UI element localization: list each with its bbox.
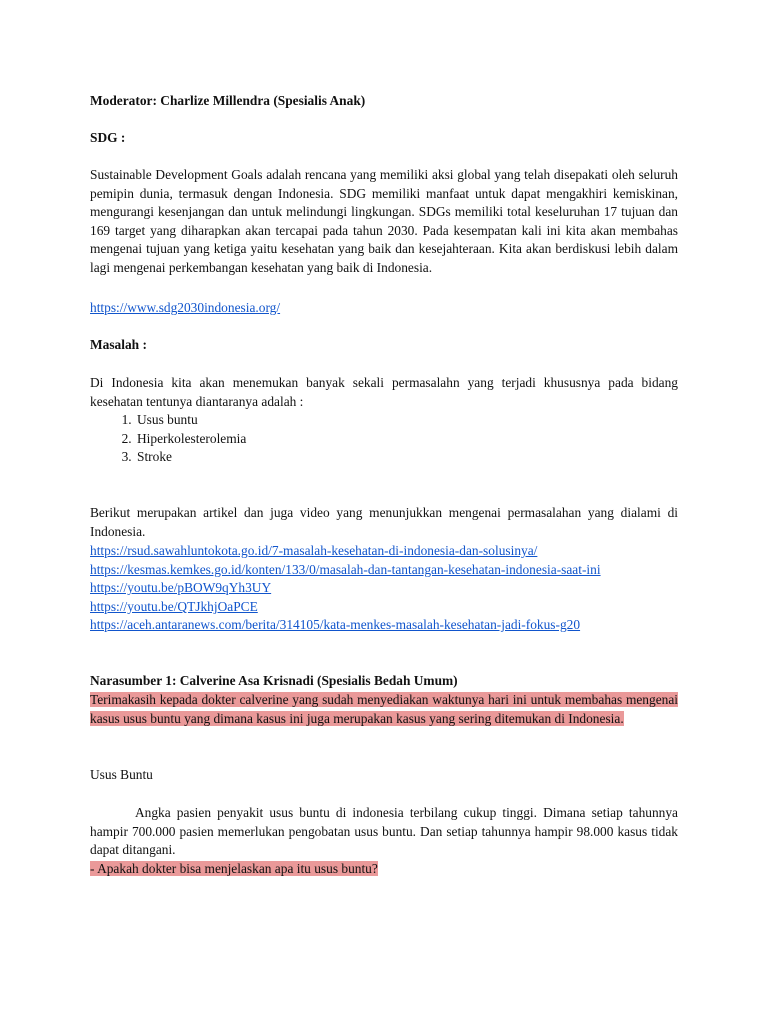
masalah-list: [90, 411, 246, 467]
articles-intro: Berikut merupakan artikel dan juga video yang menunjukkan mengenai permasalahan yang dialami di Indonesia.: [90, 505, 678, 539]
article-link-3[interactable]: https://aceh.antaranews.com/berita/314105/kata-menkes-masalah-kesehatan-jadi-fokus-g20: [90, 617, 581, 633]
masalah-heading: Masalah :: [90, 337, 147, 352]
narasumber-heading: Narasumber 1: Calverine Asa Krisnadi (Spesialis Bedah Umum): [90, 673, 458, 688]
highlighted-text: Terimakasih kepada dokter calverine yang sudah menyediakan waktunya hari ini untuk membahas mengenai kasus usus buntu yang dimana kasus ini juga merupakan kasus yang sering ditemukan di Indonesia.: [90, 692, 678, 726]
topic-heading: Usus Buntu: [90, 767, 153, 782]
list-item: 2. Hiperkolesterolemia: [135, 430, 246, 449]
sdg-link[interactable]: https://www.sdg2030indonesia.org/: [90, 300, 281, 315]
sdg-heading: SDG :: [90, 130, 126, 145]
narasumber-thanks: [90, 691, 678, 728]
video-link-2[interactable]: https://youtu.be/QTJkhjOaPCE: [90, 598, 258, 614]
highlighted-question: - Apakah dokter bisa menjelaskan apa itu usus buntu?: [90, 861, 378, 876]
question-line: [90, 860, 678, 879]
masalah-intro: Di Indonesia kita akan menemukan banyak sekali permasalahn yang terjadi khususnya pada bidang kesehatan tentunya diantaranya adalah :: [90, 375, 678, 409]
video-link-1[interactable]: https://youtu.be/pBOW9qYh3UY: [90, 580, 272, 596]
article-links: [90, 542, 678, 635]
sdg-paragraph: Sustainable Development Goals adalah rencana yang memiliki aksi global yang telah disepakati oleh seluruh pemipin dunia, termasuk dengan Indonesia. SDG memiliki manfaat untuk dapat mengakhiri kemiskinan, mengurangi kesenjangan dan untuk melindungi lingkungan. SDGs memiliki total keseluruhan 17 tujuan dan 169 target yang diharapkan akan tercapai pada tahun 2030. Pada kesempatan kali ini kita akan membahas mengenai tujuan yang ketiga yaitu kesehatan yang baik dan kesejahteraan. Kita akan berdiskusi lebih dalam lagi mengenai perkembangan kesehatan yang baik di Indonesia.: [90, 167, 678, 275]
article-link-1[interactable]: https://rsud.sawahluntokota.go.id/7-masalah-kesehatan-di-indonesia-dan-solusinya/: [90, 543, 538, 558]
list-item: 1. Usus buntu: [135, 411, 246, 430]
article-link-2[interactable]: https://kesmas.kemkes.go.id/konten/133/0/masalah-dan-tantangan-kesehatan-indonesia-saat-ini: [90, 561, 601, 577]
moderator-line: Moderator: Charlize Millendra (Spesialis Anak): [90, 93, 366, 108]
list-item: 3. Stroke: [135, 448, 246, 467]
topic-paragraph: Angka pasien penyakit usus buntu di indonesia terbilang cukup tinggi. Dimana setiap tahunnya hampir 700.000 pasien memerlukan pengobatan usus buntu. Dan setiap tahunnya hampir 98.000 kasus tidak dapat ditangani.: [90, 805, 678, 858]
